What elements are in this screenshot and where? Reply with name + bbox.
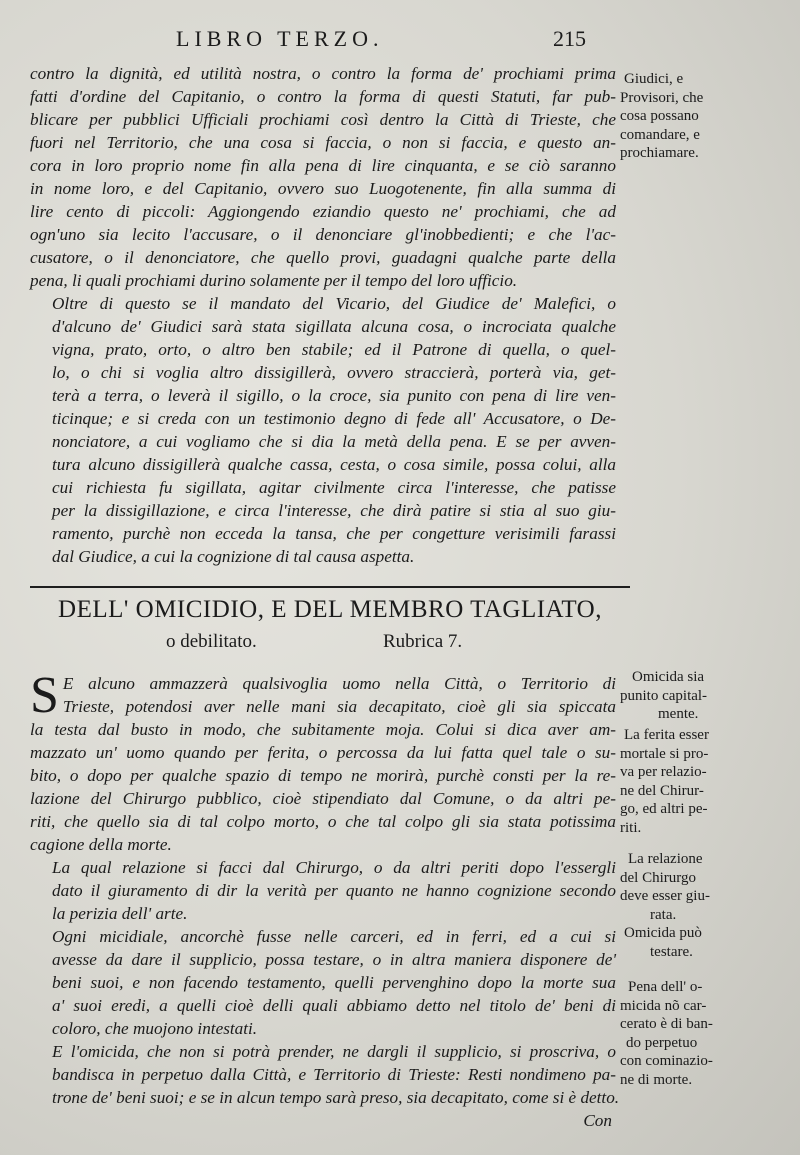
text-line: coloro, che muojono intestati. [52,1019,258,1038]
text-line: trone de' beni suoi; e se in alcun tempo sarà preso, sia decapitato, come si è detto. [52,1088,620,1107]
text-line: lire cento di piccoli: Aggiongendo eziandio questo ne' prochiami, che ad [30,202,616,221]
text-line: lo, o chi si voglia altro dissigillerà, ovvero straccierà, porterà via, get- [52,363,616,382]
margin-note-line: con cominazio- [620,1053,713,1069]
text-line: ogn'uno sia lecito l'accusare, o il denonciare gl'inobbedienti; e che l'ac- [30,225,616,244]
text-line: terà a terra, o leverà il sigillo, o la croce, sia punito con pena di lire ven- [52,386,616,405]
margin-note-line: rata. [650,906,677,923]
page-number: 215 [553,26,586,51]
drop-cap: S [30,667,59,724]
paragraph [30,62,616,292]
text-line: ramento, purchè non ecceda la tansa, che per congetture verisimili farassi [52,524,616,543]
margin-note-line: testare. [650,943,693,960]
margin-note-line: Giudici, e [624,71,684,87]
text-line: fatti d'ordine del Capitanio, o contro la forma di questi Statuti, far pub- [30,87,616,106]
text-line: beni suoi, e non facendo testamento, quelli pervenghino dopo la morte sua [52,973,616,992]
margin-note-testare [620,924,796,961]
text-line: cagione della morte. [30,835,172,854]
text-line: d'alcuno de' Giudici sarà stata sigillata alcuna cosa, o incrociata qualche [52,317,616,336]
margin-note-line: ne di morte. [620,1071,693,1088]
text-line: cora in loro proprio nome fin alla pena di lire cinquanta, e se ciò saranno [30,156,616,175]
margin-note-line: riti. [620,819,642,836]
text-line: dato il giuramento di dir la verità per quanto ne hanno cognizione secondo [52,881,616,900]
paragraph [30,667,616,856]
text-line: Oltre di questo se il mandato del Vicario, del Giudice de' Malefici, o [52,294,616,313]
margin-note-line: Pena dell' o- [628,979,703,995]
text-line: E l'omicida, che non si potrà prender, ne dargli il supplicio, si proscriva, o [52,1042,616,1061]
text-line: blicare per pubblici Ufficiali prochiami così dentro la Città di Trieste, che [30,110,616,129]
margin-note-line: mente. [658,706,699,722]
text-line: bito, o dopo per qualche spazio di tempo ne morirà, purchè consti per la re- [30,766,616,785]
paragraph [30,292,616,568]
margin-note-line: cosa possano [620,108,699,124]
margin-note-line: Omicida può [624,925,702,941]
margin-note-line: La ferita esser [624,727,709,743]
text-line: cusatore, o il denonciatore, che quello provi, guadagni qualche parte della [30,248,616,267]
margin-note-relazione [620,850,796,924]
text-line: pena, li quali prochiami durino solamente per il tempo del loro ufficio. [30,271,518,290]
text-line: in nome loro, e del Capitanio, ovvero suo Luogotenente, fin alla summa di [30,179,616,198]
text-line: nonciatore, a cui vogliamo che si dia la metà della pena. E se per avven- [52,432,616,451]
margin-note-line: do perpetuo [626,1034,698,1051]
text-line: La qual relazione si facci dal Chirurgo, o da altri periti dopo l'essergli [52,858,616,877]
margin-note-line: Omicida sia [632,669,705,685]
margin-note-line: cerato è di ban- [620,1016,713,1032]
margin-note-line: La relazione [628,851,703,867]
text-line: mazzato un' uomo quando per ferita, o percossa da lui fatta quel tale o su- [30,743,616,762]
text-line: per la dissigillazione, e circa l'interesse, che dirà patire si stia al suo giu- [52,501,616,520]
text-line: cui richiesta fu sigillata, agitar civilmente circa l'interesse, che patisse [52,478,616,497]
text-line: la testa dal busto in modo, che subitamente moja. Colui si dica aver am- [30,720,616,739]
margin-note-giudici [620,70,796,163]
margin-note-line: va per relazio- [620,764,707,780]
paragraph [30,856,616,925]
page-header [0,26,800,56]
text-line: a' suoi eredi, a quelli cioè delli quali abbiamo detto nel titolo de' beni di [52,996,616,1015]
text-line: ticinque; e si creda con un testimonio degno di fede all' Accusatore, o De- [52,409,616,428]
top-main-text [30,62,616,568]
paragraph [30,1040,620,1109]
margin-note-line: ne del Chirur- [620,782,704,799]
margin-note-line: Provisori, che [620,89,704,106]
margin-note-line: mortale si pro- [620,745,709,762]
margin-note-line: punito capital- [620,687,708,704]
margin-note-line: go, ed altri pe- [620,801,708,817]
text-line: bandisca in perpetuo dalla Città, e Territorio di Trieste: Resti nondimeno pa- [52,1065,616,1084]
margin-note-line: comandare, e [620,126,700,143]
margin-note-omicida [620,668,796,724]
margin-note-ferita [620,726,796,837]
catchword: Con [583,1111,612,1130]
text-line: contro la dignità, ed utilità nostra, o contro la forma de' prochiami prima [30,64,616,83]
text-line: Ogni micidiale, ancorchè fusse nelle carceri, ed in ferri, ed a cui si [52,927,616,946]
paragraph [30,925,616,1040]
margin-note-pena [620,978,796,1089]
text-line: la perizia dell' arte. [52,904,188,923]
text-line: lazione del Chirurgo pubblico, cioè stipendiato dal Comune, o da altri pe- [30,789,616,808]
margin-note-line: del Chirurgo [620,869,696,886]
margin-note-line: prochiamare. [620,145,699,161]
margin-note-line: micida nõ car- [620,997,707,1014]
bottom-main-text [30,667,620,1132]
text-line: E alcuno ammazzerà qualsivoglia uomo nella Città, o Territorio di [62,674,616,693]
text-line: vigna, prato, orto, o altro ben stabile; ed il Patrone di quella, o quel- [52,340,616,359]
section-divider [30,586,630,588]
text-line: Trieste, potendosi aver nelle mani sia decapitato, cioè gli sia spiccata [62,697,616,716]
text-line: fuori nel Territorio, che una cosa si faccia, o non si faccia, e questo an- [30,133,616,152]
text-line: dal Giudice, a cui la cognizione di tal causa aspetta. [52,547,415,566]
text-line: avesse da dare il supplicio, possa testare, o in altra maniera disponere de' [52,950,616,969]
text-line: riti, che quello sia di tal colpo morto, o che tal colpo gli sia stata potissima [30,812,616,831]
text-line: tura alcuno dissigillerà qualche cassa, cesta, o cosa simile, possa colui, alla [52,455,616,474]
section-subtitle: o debilitato. [166,631,257,652]
running-title: LIBRO TERZO. [176,26,384,51]
rubrica-label: Rubrica 7. [383,631,463,652]
section-title: DELL' OMICIDIO, E DEL MEMBRO TAGLIATO, [58,596,602,623]
margin-note-line: deve esser giu- [620,888,710,904]
